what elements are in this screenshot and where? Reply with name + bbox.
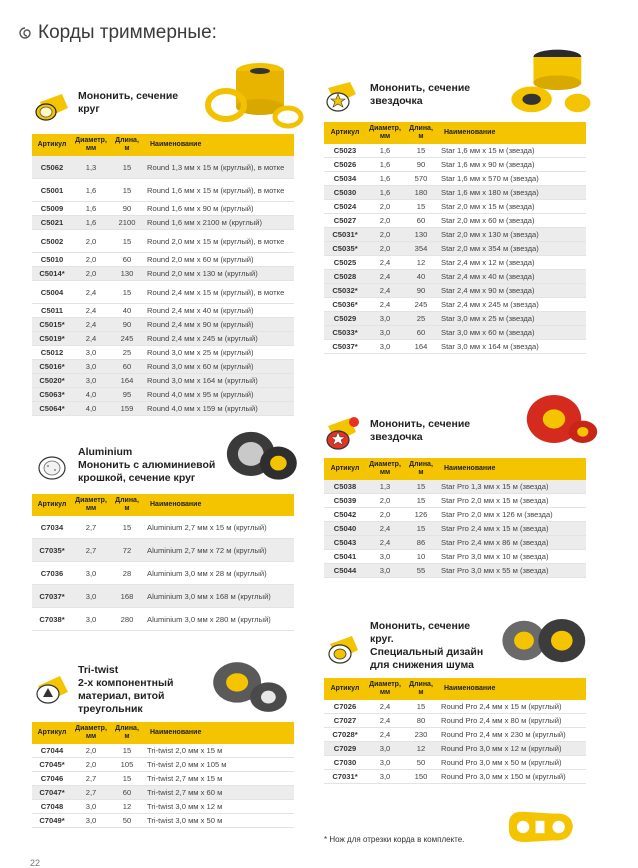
header-diam: Диаметр, мм	[366, 458, 404, 480]
table-row: C5025 2,4 12 Star 2,4 мм х 12 м (звезда)	[324, 256, 586, 270]
header-name: Наименование	[144, 134, 294, 156]
tritwist-line-icon	[32, 670, 74, 712]
round-spool-image	[204, 58, 304, 130]
roundpro-spool-image	[494, 610, 590, 682]
header-art: Артикул	[32, 134, 72, 156]
roundpro-line-icon	[324, 630, 366, 672]
starpro-table	[324, 458, 586, 578]
table-row: C7028* 2,4 230 Round Pro 2,4 мм х 230 м (круглый)	[324, 728, 586, 742]
table-row: C7038* 3,0 280 Aluminium 3,0 мм х 280 м (круглый)	[32, 608, 294, 631]
table-row: C5016* 3,0 60 Round 3,0 мм х 60 м (круглый)	[32, 360, 294, 374]
table-row: C7027 2,4 80 Round Pro 2,4 мм х 80 м (круглый)	[324, 714, 586, 728]
table-row: C5034 1,6 570 Star 1,6 мм х 570 м (звезда)	[324, 172, 586, 186]
table-row: C7037* 3,0 168 Aluminium 3,0 мм х 168 м (круглый)	[32, 585, 294, 608]
table-row: C5038 1,3 15 Star Pro 1,3 мм х 15 м (звезда)	[324, 480, 586, 494]
table-row: C5014* 2,0 130 Round 2,0 мм х 130 м (круглый)	[32, 267, 294, 281]
table-row: C7044 2,0 15 Tri-twist 2,0 мм х 15 м	[32, 744, 294, 758]
table-row: C5015* 2,4 90 Round 2,4 мм х 90 м (круглый)	[32, 318, 294, 332]
footnote: * Нож для отрезки корда в комплекте.	[324, 835, 465, 844]
table-row: C7047* 2,7 60 Tri-twist 2,7 мм х 60 м	[32, 786, 294, 800]
table-row: C5010 2,0 60 Round 2,0 мм х 60 м (круглый)	[32, 253, 294, 267]
table-row: C5042 2,0 126 Star Pro 2,0 мм х 126 м (звезда)	[324, 508, 586, 522]
table-row: C5026 1,6 90 Star 1,6 мм х 90 м (звезда)	[324, 158, 586, 172]
table-row: C5064* 4,0 159 Round 4,0 мм х 159 м (круглый)	[32, 402, 294, 416]
header-name: Наименование	[438, 678, 586, 700]
header-len: Длина, м	[404, 458, 438, 480]
starpro-line-icon	[324, 414, 366, 456]
table-row: C5021 1,6 2100 Round 1,6 мм х 2100 м (круглый)	[32, 216, 294, 230]
section-round	[32, 78, 297, 416]
header-art: Артикул	[324, 122, 366, 144]
aluminium-title: Aluminium Мононить с алюминиевой крошкой, сечение круг	[78, 446, 216, 484]
tritwist-table	[32, 722, 294, 828]
starpro-title: Мононить, сечение звездочка	[370, 418, 471, 443]
header-len: Длина, м	[110, 494, 144, 516]
header-art: Артикул	[324, 458, 366, 480]
table-row: C5030 1,6 180 Star 1,6 мм х 180 м (звезда)	[324, 186, 586, 200]
section-aluminium	[32, 436, 297, 631]
table-row: C5012 3,0 25 Round 3,0 мм х 25 м (круглый)	[32, 346, 294, 360]
header-diam: Диаметр, мм	[366, 678, 404, 700]
section-tritwist	[32, 660, 297, 828]
tritwist-spool-image	[204, 654, 296, 720]
page-title	[18, 22, 217, 44]
table-row: C5024 2,0 15 Star 2,0 мм х 15 м (звезда)	[324, 200, 586, 214]
table-row: C5036* 2,4 245 Star 2,4 мм х 245 м (звезда)	[324, 298, 586, 312]
roundpro-table	[324, 678, 586, 784]
table-row: C5062 1,3 15 Round 1,3 мм х 15 м (круглый), в мотке	[32, 156, 294, 179]
table-row: C5039 2,0 15 Star Pro 2,0 мм х 15 м (звезда)	[324, 494, 586, 508]
header-diam: Диаметр, мм	[72, 722, 110, 744]
header-art: Артикул	[32, 722, 72, 744]
table-row: C5001 1,6 15 Round 1,6 мм х 15 м (круглый), в мотке	[32, 179, 294, 202]
round-table	[32, 134, 294, 416]
aluminium-line-icon	[32, 446, 74, 488]
table-row: C7031* 3,0 150 Round Pro 3,0 мм х 150 м (круглый)	[324, 770, 586, 784]
header-len: Длина, м	[110, 134, 144, 156]
table-row: C7026 2,4 15 Round Pro 2,4 мм х 15 м (круглый)	[324, 700, 586, 714]
table-row: C5020* 3,0 164 Round 3,0 мм х 164 м (круглый)	[32, 374, 294, 388]
table-row: C5037* 3,0 164 Star 3,0 мм х 164 м (звезда)	[324, 340, 586, 354]
table-row: C5009 1,6 90 Round 1,6 мм х 90 м (круглый)	[32, 202, 294, 216]
table-row: C7049* 3,0 50 Tri-twist 3,0 мм х 50 м	[32, 814, 294, 828]
table-row: C5029 3,0 25 Star 3,0 мм х 25 м (звезда)	[324, 312, 586, 326]
header-name: Наименование	[144, 722, 294, 744]
header-art: Артикул	[32, 494, 72, 516]
table-row: C5023 1,6 15 Star 1,6 мм х 15 м (звезда)	[324, 144, 586, 158]
header-name: Наименование	[438, 122, 586, 144]
section-roundpro	[324, 620, 586, 784]
header-name: Наименование	[438, 458, 586, 480]
table-row: C5004 2,4 15 Round 2,4 мм х 15 м (круглый), в мотке	[32, 281, 294, 304]
table-row: C5028 2,4 40 Star 2,4 мм х 40 м (звезда)	[324, 270, 586, 284]
header-diam: Диаметр, мм	[72, 494, 110, 516]
aluminium-spool-image	[214, 418, 306, 488]
table-row: C5063* 4,0 95 Round 4,0 мм х 95 м (круглый)	[32, 388, 294, 402]
table-row: C5032* 2,4 90 Star 2,4 мм х 90 м (звезда)	[324, 284, 586, 298]
table-row: C5035* 2,0 354 Star 2,0 мм х 354 м (звезда)	[324, 242, 586, 256]
page-title-text: Корды триммерные:	[38, 22, 217, 43]
header-diam: Диаметр, мм	[72, 134, 110, 156]
table-row: C7048 3,0 12 Tri-twist 3,0 мм х 12 м	[32, 800, 294, 814]
star-title: Мононить, сечение звездочка	[370, 82, 471, 107]
table-row: C5027 2,0 60 Star 2,0 мм х 60 м (звезда)	[324, 214, 586, 228]
table-row: C5031* 2,0 130 Star 2,0 мм х 130 м (звезда)	[324, 228, 586, 242]
table-row: C7045* 2,0 105 Tri-twist 2,0 мм х 105 м	[32, 758, 294, 772]
cutter-knife-image	[500, 802, 580, 852]
swirl-icon	[18, 26, 32, 40]
tritwist-title: Tri-twist 2-х компонентный материал, витой треугольник	[78, 664, 174, 715]
section-star	[324, 68, 586, 354]
table-row: C5043 2,4 86 Star Pro 2,4 мм х 86 м (звезда)	[324, 536, 586, 550]
header-name: Наименование	[144, 494, 294, 516]
table-row: C5019* 2,4 245 Round 2,4 мм х 245 м (круглый)	[32, 332, 294, 346]
table-row: C7034 2,7 15 Aluminium 2,7 мм х 15 м (круглый)	[32, 516, 294, 539]
table-row: C5002 2,0 15 Round 2,0 мм х 15 м (круглый), в мотке	[32, 230, 294, 253]
header-len: Длина, м	[110, 722, 144, 744]
star-spool-image	[504, 38, 596, 122]
page-number: 22	[30, 858, 41, 868]
roundpro-title: Мононить, сечение круг. Специальный дизайн для снижения шума	[370, 620, 484, 671]
header-len: Длина, м	[404, 678, 438, 700]
table-row: C7029 3,0 12 Round Pro 3,0 мм х 12 м (круглый)	[324, 742, 586, 756]
starpro-spool-image	[522, 384, 602, 454]
round-line-icon	[32, 88, 74, 130]
aluminium-table	[32, 494, 294, 631]
table-row: C5033* 3,0 60 Star 3,0 мм х 60 м (звезда)	[324, 326, 586, 340]
table-row: C7030 3,0 50 Round Pro 3,0 мм х 50 м (круглый)	[324, 756, 586, 770]
header-len: Длина, м	[404, 122, 438, 144]
table-row: C7036 3,0 28 Aluminium 3,0 мм х 28 м (круглый)	[32, 562, 294, 585]
table-row: C7035* 2,7 72 Aluminium 2,7 мм х 72 м (круглый)	[32, 539, 294, 562]
star-table	[324, 122, 586, 354]
table-row: C5011 2,4 40 Round 2,4 мм х 40 м (круглый)	[32, 304, 294, 318]
table-row: C5044 3,0 55 Star Pro 3,0 мм х 55 м (звезда)	[324, 564, 586, 578]
table-row: C7046 2,7 15 Tri-twist 2,7 мм х 15 м	[32, 772, 294, 786]
header-diam: Диаметр, мм	[366, 122, 404, 144]
table-row: C5040 2,4 15 Star Pro 2,4 мм х 15 м (звезда)	[324, 522, 586, 536]
round-title: Мононить, сечение круг	[78, 90, 179, 115]
header-art: Артикул	[324, 678, 366, 700]
section-starpro	[324, 404, 586, 578]
star-line-icon	[324, 78, 366, 120]
table-row: C5041 3,0 10 Star Pro 3,0 мм х 10 м (звезда)	[324, 550, 586, 564]
